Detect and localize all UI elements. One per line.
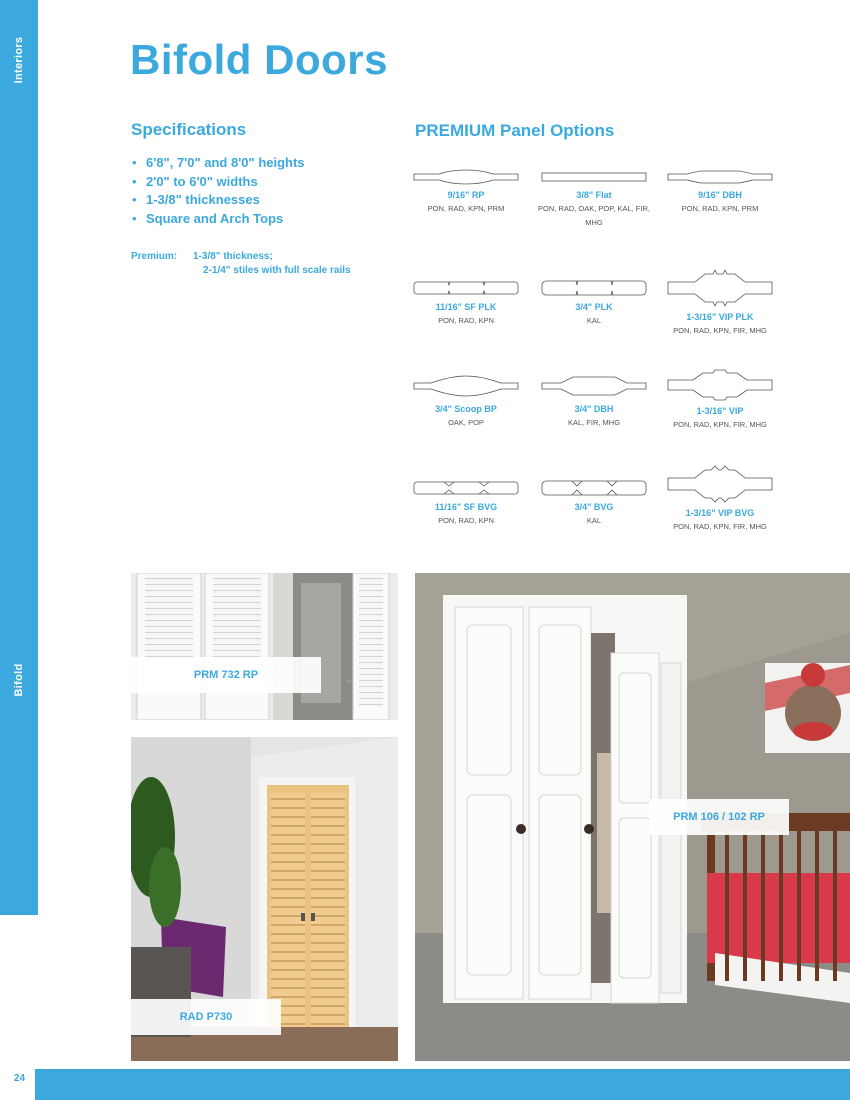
- photo-prm-106-102-rp: [415, 573, 850, 1061]
- beveled-plank-profile-icon: [411, 478, 521, 498]
- page-title: Bifold Doors: [130, 36, 388, 83]
- double-hip-panel-profile-icon: [539, 372, 649, 400]
- panel-option-codes: PON, RAD, OAK, POP, KAL, FIR, MHG: [538, 204, 650, 227]
- panel-option-name: 3/4" BVG: [574, 502, 614, 512]
- panel-options-heading: PREMIUM Panel Options: [415, 121, 615, 140]
- scoop-panel-profile-icon: [411, 372, 521, 400]
- panel-option-name: 9/16" DBH: [698, 190, 742, 200]
- panel-option-name: 11/16" SF BVG: [434, 502, 498, 512]
- vip-beveled-plank-profile-icon: [665, 464, 775, 504]
- panel-option-name: 9/16" RP: [447, 190, 485, 200]
- panel-option-codes: KAL, FIR, MHG: [567, 418, 621, 427]
- spec-item: • 2'0" to 6'0" widths: [132, 173, 305, 192]
- spec-item: • Square and Arch Tops: [132, 210, 305, 229]
- spec-item: • 6'8", 7'0" and 8'0" heights: [132, 154, 305, 173]
- flat-panel-profile-icon: [539, 168, 649, 186]
- panel-option: [660, 368, 780, 432]
- premium-line-1: 1-3/8" thickness;: [193, 251, 273, 262]
- specifications-list: [132, 154, 305, 228]
- panel-option: [660, 168, 780, 216]
- panel-option-codes: PON, RAD, KPN, FIR, MHG: [673, 522, 767, 531]
- panel-option-name: 1-3/16" VIP: [696, 406, 744, 416]
- panel-option-name: 3/8" Flat: [576, 190, 612, 200]
- panel-option-codes: PON, RAD, KPN, PRM: [681, 204, 759, 213]
- plank-panel-profile-icon: [411, 278, 521, 298]
- panel-option-name: 3/4" DBH: [574, 404, 614, 414]
- panel-option-codes: PON, RAD, KPN, FIR, MHG: [673, 326, 767, 335]
- page-number: 24: [14, 1073, 26, 1084]
- panel-option-codes: KAL: [586, 516, 602, 525]
- panel-option: [406, 372, 526, 430]
- premium-line-2: 2-1/4" stiles with full scale rails: [203, 265, 351, 276]
- raised-panel-profile-icon: [411, 168, 521, 186]
- panel-option: [660, 464, 780, 534]
- panel-option: [534, 478, 654, 528]
- sidebar-bar: [0, 0, 38, 915]
- vip-panel-profile-icon: [665, 368, 775, 402]
- spec-item: • 1-3/8" thicknesses: [132, 191, 305, 210]
- panel-option-name: 3/4" Scoop BP: [435, 404, 497, 414]
- panel-option-codes: PON, RAD, KPN: [438, 516, 494, 525]
- sidebar-section-bifold: Bifold: [13, 663, 25, 697]
- photo-rad-p730: [131, 737, 398, 1061]
- panel-option-name: 3/4" PLK: [575, 302, 613, 312]
- panel-option: [406, 478, 526, 528]
- specifications-heading: Specifications: [131, 120, 247, 139]
- panel-option-name: 1-3/16" VIP BVG: [685, 508, 755, 518]
- panel-option-name: 1-3/16" VIP PLK: [686, 312, 754, 322]
- panel-option: [660, 268, 780, 338]
- photo-caption: RAD P730: [131, 999, 281, 1035]
- vip-plank-panel-profile-icon: [665, 268, 775, 308]
- panel-option-name: 11/16" SF PLK: [435, 302, 497, 312]
- photo-caption: PRM 732 RP: [131, 657, 321, 693]
- panel-option: [406, 278, 526, 328]
- footer-bar: [35, 1069, 850, 1100]
- panel-option: [534, 278, 654, 328]
- sidebar-section-interiors: Interiors: [13, 36, 25, 84]
- louvered-door-photo-image: [131, 573, 398, 720]
- panel-option: [534, 372, 654, 430]
- panel-option-codes: PON, RAD, KPN: [438, 316, 494, 325]
- panel-option-codes: KAL: [586, 316, 602, 325]
- premium-label: Premium:: [131, 251, 178, 262]
- panel-option-codes: PON, RAD, KPN, PRM: [427, 204, 505, 213]
- beveled-plank-profile-icon: [539, 478, 649, 498]
- panel-option: [534, 168, 654, 230]
- panel-option: [406, 168, 526, 216]
- panel-option-codes: OAK, POP: [448, 418, 484, 427]
- panel-option-codes: PON, RAD, KPN, FIR, MHG: [673, 420, 767, 429]
- plank-panel-profile-icon: [539, 278, 649, 298]
- premium-note: [131, 250, 351, 278]
- photo-caption: PRM 106 / 102 RP: [649, 799, 789, 835]
- photo-prm-732-rp: [131, 573, 398, 720]
- double-hip-panel-profile-icon: [665, 168, 775, 186]
